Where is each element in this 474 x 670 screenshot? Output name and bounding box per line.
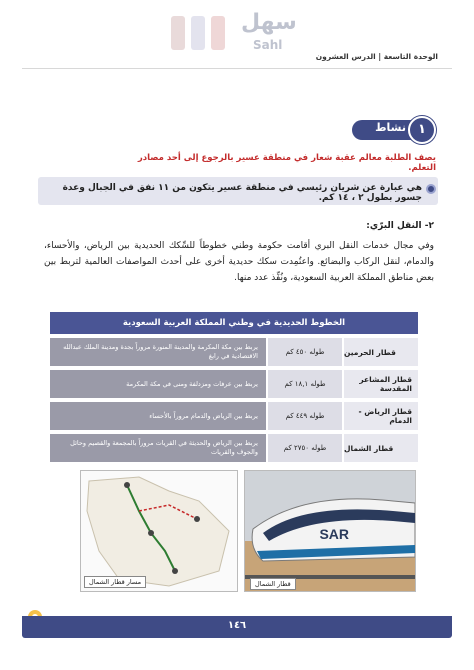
train-name: قطار الشمال: [344, 434, 418, 462]
page-footer: [0, 616, 474, 638]
train-name: قطار المشاعر المقدسة: [344, 370, 418, 398]
page-number: ١٤٦: [227, 620, 247, 631]
table-row: [50, 402, 418, 430]
bullet-icon: [426, 184, 436, 194]
map-caption: مسار قطار الشمال: [84, 576, 146, 588]
train-description: يربط بين الرياض والدمام مروراً بالأحساء: [50, 402, 266, 430]
activity-badge: [352, 116, 426, 144]
map-illustration: [79, 471, 237, 593]
north-train-photo: [244, 470, 416, 592]
logo-arabic: سهل: [241, 10, 297, 35]
train-description: يربط بين الرياض والحديثة في القريات مروراً بالمجمعة والقصيم وحائل والجوف والقريات: [50, 434, 266, 462]
train-description: يربط بين مكة المكرمة والمدينة المنورة مروراً بجدة ومدينة الملك عبدالله الاقتصادية في رابغ: [50, 338, 266, 366]
activity-instruction: يصف الطلبة معالم عقبة شعار في منطقة عسير بالرجوع إلى أحد مصادر التعلم.: [137, 153, 436, 173]
header-divider: [22, 68, 452, 69]
train-name: قطار الحرمين: [344, 338, 418, 366]
train-logo: SAR: [319, 526, 349, 542]
unit-lesson-title: الوحدة التاسعة | الدرس العشرون: [315, 52, 438, 61]
north-train-route-map: [80, 470, 238, 592]
train-name: قطار الرياض - الدمام: [344, 402, 418, 430]
highlight-text: هي عبارة عن شريان رئيسي في منطقة عسير يتكون من ١١ نفق في الجبال وعدة جسور بطول ٢ ، ١٤ كم.: [62, 183, 422, 203]
train-description: يربط بين عرفات ومزدلفة ومنى في مكة المكرمة: [50, 370, 266, 398]
logo-latin: Sahl: [253, 38, 283, 52]
train-illustration: [244, 471, 415, 592]
table-row: [50, 338, 418, 366]
activity-label: نشاط: [375, 121, 406, 134]
train-length: طوله ٢٧٥٠ كم: [268, 434, 342, 462]
publisher-logo: [163, 6, 313, 62]
train-length: طوله ٤٥٠ كم: [268, 338, 342, 366]
train-length: طوله ١٨,١ كم: [268, 370, 342, 398]
train-caption: قطار الشمال: [250, 578, 296, 590]
table-title: الخطوط الحديدية في وطني المملكة العربية السعودية: [50, 312, 418, 334]
section-title: ٢- النقل البرّي:: [366, 221, 434, 231]
train-length: طوله ٤٤٩ كم: [268, 402, 342, 430]
table-row: [50, 370, 418, 398]
activity-number: ١: [408, 116, 436, 144]
table-row: [50, 434, 418, 462]
section-paragraph: وفي مجال خدمات النقل البري أقامت حكومة وطني خطوطاً للسِّكك الحديدية بين الرياض، والأحساء، والدمام، لنقل الركاب والبضائع. واعتُمِدت سكك حديدية أخرى على أحدث المواصفات العالمية لتربط بين بعض مناطق المملكة العربية السعودية، ونُفِّذ عدد منها.: [44, 241, 434, 283]
railways-table: [50, 312, 418, 462]
